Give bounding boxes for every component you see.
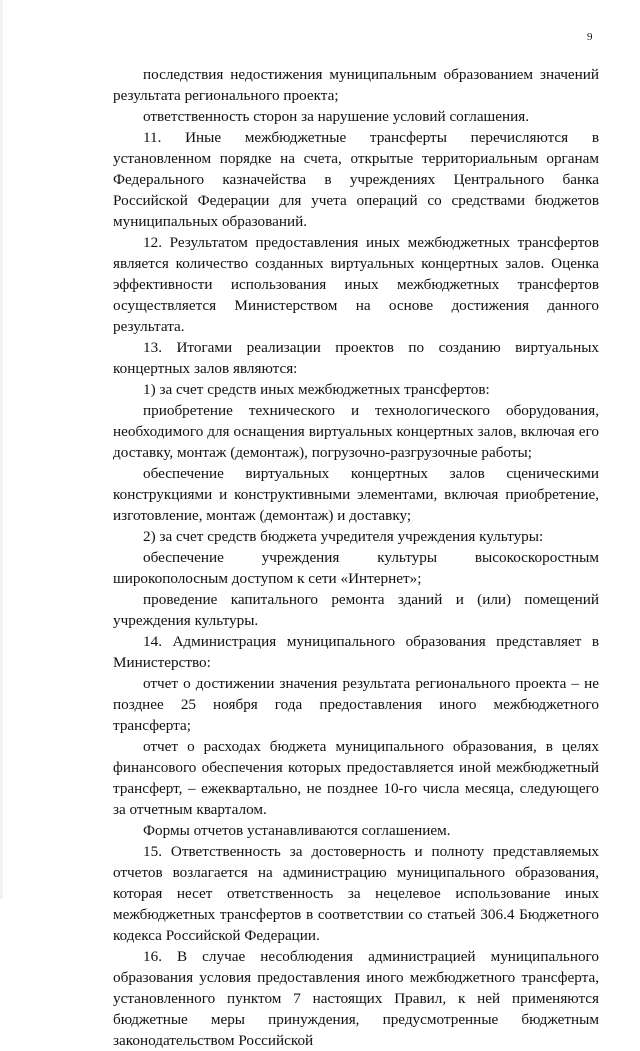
paragraph-clause-16: 16. В случае несоблюдения администрацией муниципального образования условия предоставления иного межбюджетного трансферта, установленного пунктом 7 настоящих Правил, к ней применяются бюджетные меры принуждения, предусмотренные бюджетным законодательством Российской <box>113 948 599 1049</box>
page-number: 9 <box>587 31 593 43</box>
paragraph-clause-13-item-1: 1) за счет средств иных межбюджетных трансфертов: <box>143 381 490 398</box>
paragraph-clause-12: 12. Результатом предоставления иных межбюджетных трансфертов является количество созданных виртуальных концертных залов. Оценка эффективности использования иных межбюджетных трансфертов осуществляется Министерством на основе достижения данного результата. <box>113 234 599 335</box>
paragraph-capital-repair: проведение капитального ремонта зданий и (или) помещений учреждения культуры. <box>113 591 599 629</box>
paragraph-clause-13-item-2: 2) за счет средств бюджета учредителя учреждения культуры: <box>143 528 544 545</box>
paragraph-clause-13: 13. Итогами реализации проектов по созданию виртуальных концертных залов являются: <box>113 339 599 377</box>
paragraph-expense-report: отчет о расходах бюджета муниципального образования, в целях финансового обеспечения которых предоставляется иной межбюджетный трансферт, – ежеквартально, не позднее 10-го числа месяца, следующего за отчетным кварталом. <box>113 738 599 818</box>
paragraph-report-forms: Формы отчетов устанавливаются соглашением. <box>143 822 451 839</box>
paragraph-result-report: отчет о достижении значения результата регионального проекта – не позднее 25 ноября года предоставления иного межбюджетного трансферта; <box>113 675 599 734</box>
document-body <box>113 64 599 1051</box>
paragraph-consequences: последствия недостижения муниципальным образованием значений результата регионального проекта; <box>113 66 599 104</box>
paragraph-equipment: приобретение технического и технологического оборудования, необходимого для оснащения виртуальных концертных залов, включая его доставку, монтаж (демонтаж), погрузочно-разгрузочные работы; <box>113 402 599 461</box>
paragraph-clause-15: 15. Ответственность за достоверность и полноту представляемых отчетов возлагается на администрацию муниципального образования, которая несет ответственность за нецелевое использование иных межбюджетных трансфертов в соответствии со статьей 306.4 Бюджетного кодекса Российской Федерации. <box>113 843 599 944</box>
paragraph-internet-access: обеспечение учреждения культуры высокоскоростным широкополосным доступом к сети «Интернет»; <box>113 549 599 587</box>
paragraph-clause-11: 11. Иные межбюджетные трансферты перечисляются в установленном порядке на счета, открытые территориальным органам Федерального казначейства в учреждениях Центрального банка Российской Федерации для учета операций со средствами бюджетов муниципальных образований. <box>113 129 599 230</box>
paragraph-responsibility: ответственность сторон за нарушение условий соглашения. <box>143 108 530 125</box>
scan-edge <box>0 0 3 899</box>
paragraph-clause-14: 14. Администрация муниципального образования представляет в Министерство: <box>113 633 599 671</box>
paragraph-stage-structures: обеспечение виртуальных концертных залов сценическими конструкциями и конструктивными элементами, включая приобретение, изготовление, монтаж (демонтаж) и доставку; <box>113 465 599 524</box>
